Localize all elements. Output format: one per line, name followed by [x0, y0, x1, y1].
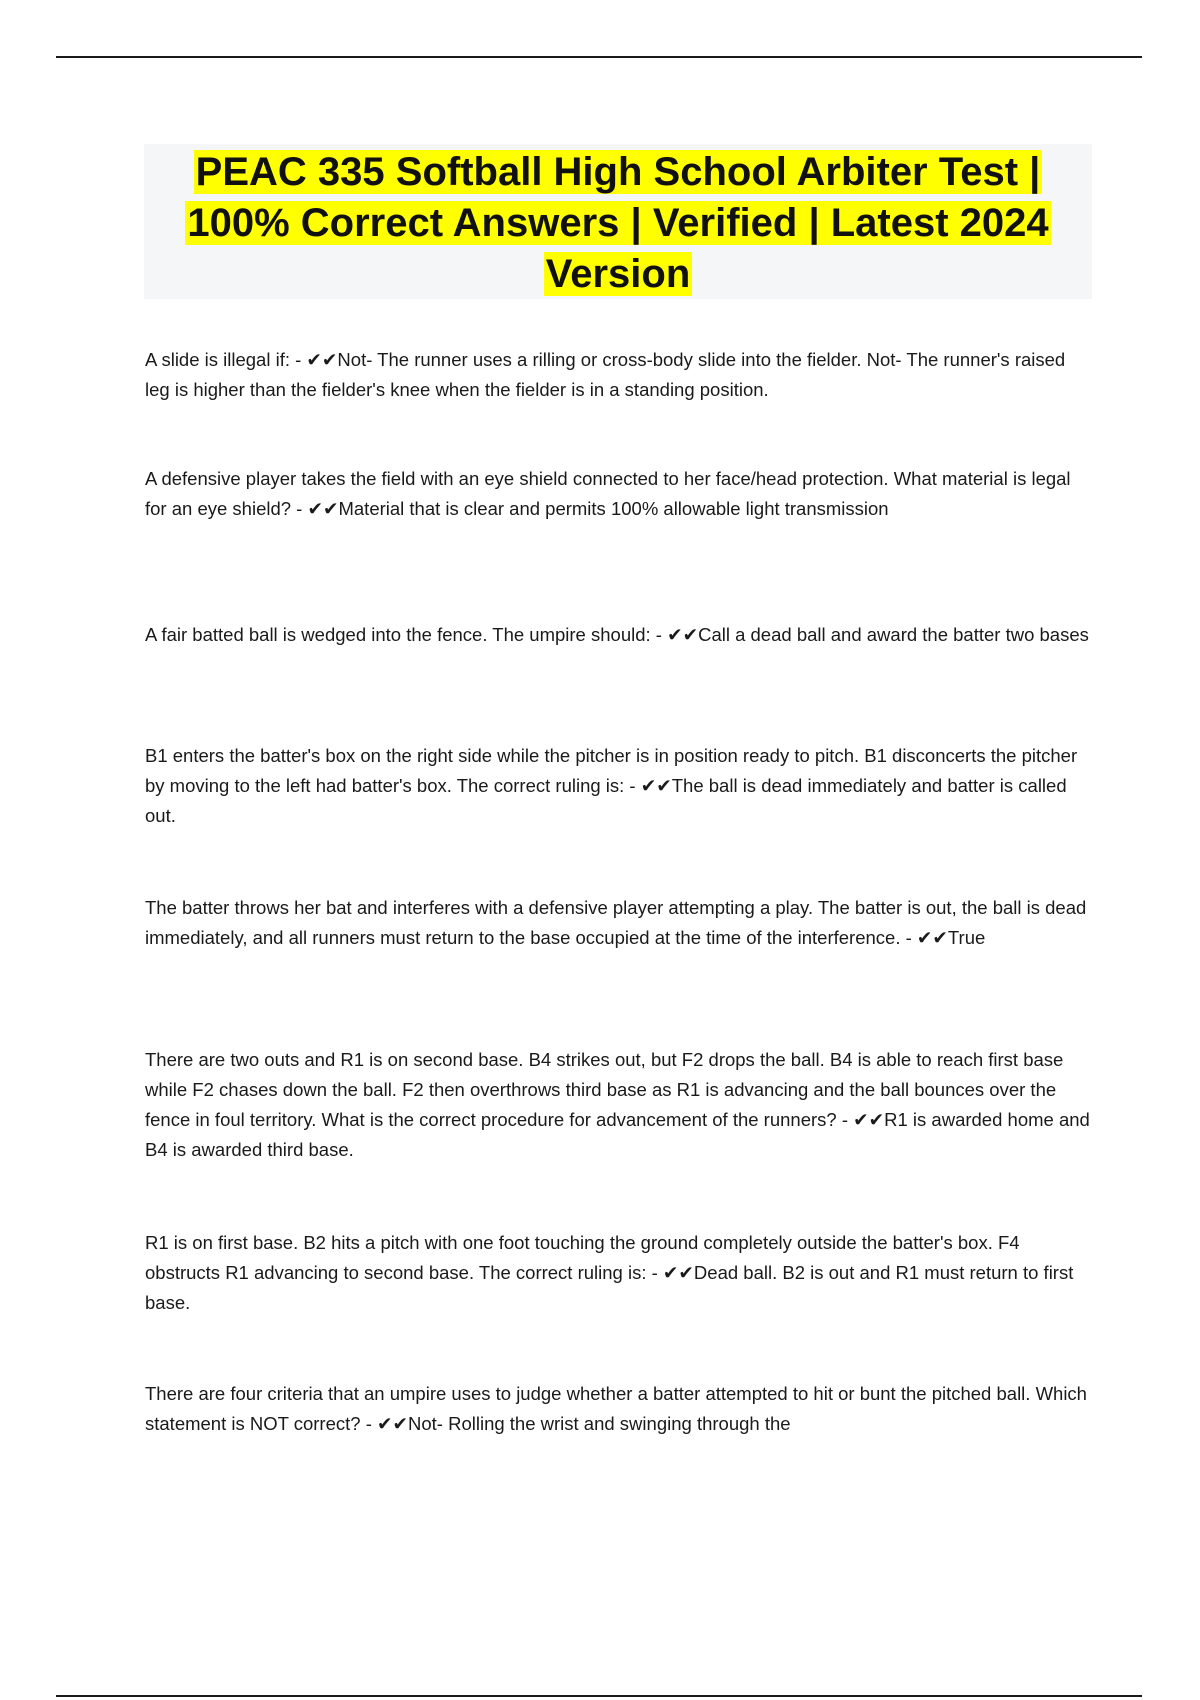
top-rule: [56, 56, 1142, 58]
qa-entry: A slide is illegal if: - ✔✔Not- The runner uses a rilling or cross-body slide into the fielder. Not- The runner's raised leg is higher than the fielder's knee when the fielder is in a standing position.: [145, 349, 1066, 400]
title-highlight: PEAC 335 Softball High School Arbiter Test | 100% Correct Answers | Verified | Latest 2024 Version: [187, 150, 1049, 296]
qa-entry: There are four criteria that an umpire uses to judge whether a batter attempted to hit or bunt the pitched ball. Which statement is NOT correct? - ✔✔Not- Rolling the wrist and swinging through the: [145, 1383, 1087, 1434]
qa-entry: B1 enters the batter's box on the right side while the pitcher is in position ready to pitch. B1 disconcerts the pitcher by moving to the left had batter's box. The correct ruling is: - ✔✔The ball is dead immediately and batter is called out.: [145, 745, 1078, 826]
bottom-rule: [56, 1695, 1142, 1697]
qa-entry: A defensive player takes the field with an eye shield connected to her face/head protection. What material is legal for an eye shield? - ✔✔Material that is clear and permits 100% allowable light transmission: [145, 468, 1071, 519]
qa-entry: A fair batted ball is wedged into the fence. The umpire should: - ✔✔Call a dead ball and award the batter two bases: [145, 624, 1089, 645]
qa-entry: There are two outs and R1 is on second base. B4 strikes out, but F2 drops the ball. B4 is able to reach first base while F2 chases down the ball. F2 then overthrows third base as R1 is advancing and the ball bounces over the fence in foul territory. What is the correct procedure for advancement of the runners? - ✔✔R1 is awarded home and B4 is awarded third base.: [145, 1049, 1090, 1160]
document-title: [144, 144, 1092, 300]
title-block: [144, 144, 1092, 299]
qa-entry: The batter throws her bat and interferes with a defensive player attempting a play. The batter is out, the ball is dead immediately, and all runners must return to the base occupied at the time of the interference. - ✔✔True: [145, 897, 1087, 948]
qa-entry: R1 is on first base. B2 hits a pitch with one foot touching the ground completely outside the batter's box. F4 obstructs R1 advancing to second base. The correct ruling is: - ✔✔Dead ball. B2 is out and R1 must return to first base.: [145, 1232, 1074, 1313]
